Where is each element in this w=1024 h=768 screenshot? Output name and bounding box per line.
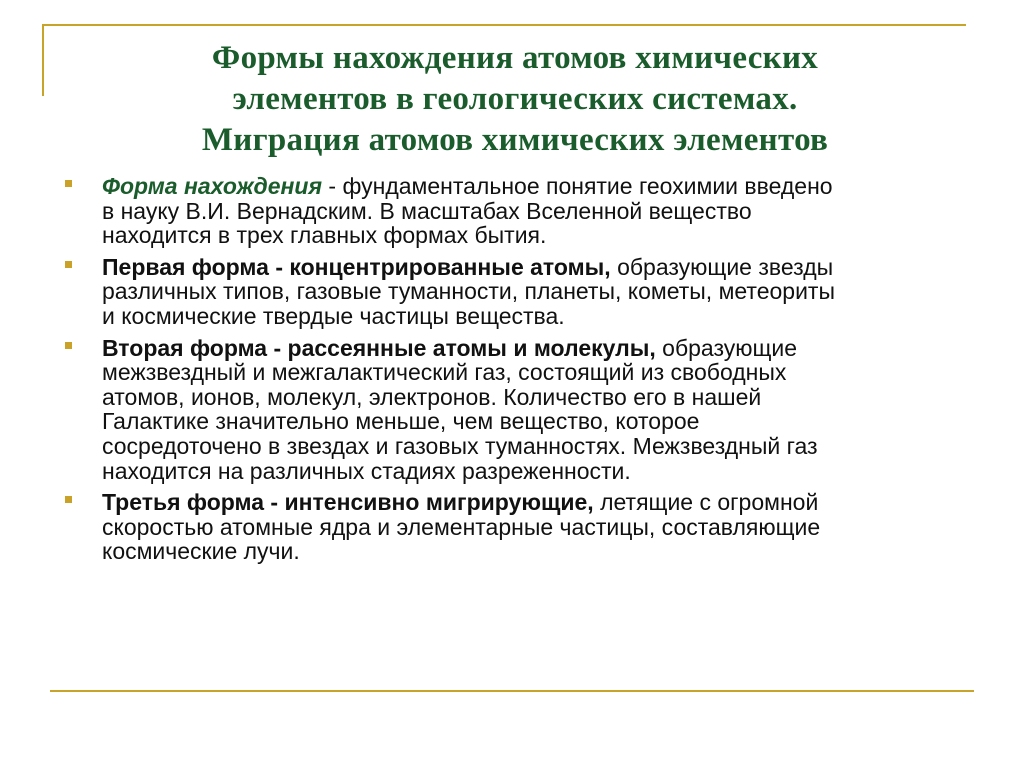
bullet-line: космические лучи. (102, 538, 300, 565)
bullet-line: различных типов, газовые туманности, планеты, кометы, метеориты (102, 278, 835, 305)
bullet-line: атомов, ионов, молекул, электронов. Количество его в нашей (102, 383, 762, 410)
bullet-line: и космические твердые частицы вещества. (102, 302, 565, 329)
title-line: Формы нахождения атомов химических (211, 40, 819, 76)
bottom-accent-rule (50, 690, 974, 692)
top-accent-rule (42, 24, 966, 26)
bullet-text: - фундаментальное понятие геохимии введено (322, 173, 833, 199)
bullet-line: находится в трех главных формах бытия. (102, 222, 547, 249)
left-accent-rule (42, 24, 44, 96)
bullet-item (62, 490, 972, 564)
bullet-line: Галактике значительно меньше, чем вещество, которое (102, 408, 700, 435)
bullet-lead-term: Форма нахождения (102, 173, 323, 199)
bullet-line: в науку В.И. Вернадским. В масштабах Вселенной вещество (102, 197, 752, 224)
square-bullet-icon (65, 261, 72, 268)
bullet-list (62, 174, 972, 571)
bullet-first-line (102, 336, 972, 361)
bullet-item (62, 336, 972, 484)
title-line: элементов в геологических системах. (232, 81, 798, 117)
square-bullet-icon (65, 180, 72, 187)
bullet-text: летящие с огромной (593, 489, 819, 516)
bullet-item (62, 255, 972, 329)
bullet-first-line (102, 255, 972, 280)
bullet-line: сосредоточено в звездах и газовых туманностях. Межзвездный газ (102, 432, 818, 459)
bullet-item (62, 174, 972, 248)
bullet-first-line (102, 490, 972, 515)
bullet-text: образующие (655, 334, 798, 361)
bullet-text: образующие звезды (610, 253, 834, 280)
bullet-line: находится на различных стадиях разреженности. (102, 457, 631, 484)
bullet-lead-term: Вторая форма - рассеянные атомы и молекулы, (102, 334, 656, 361)
slide-title (60, 38, 970, 161)
square-bullet-icon (65, 342, 72, 349)
title-line: Миграция атомов химических элементов (201, 122, 829, 158)
bullet-line: скоростью атомные ядра и элементарные частицы, составляющие (102, 513, 821, 540)
bullet-line: межзвездный и межгалактический газ, состоящий из свободных (102, 359, 787, 386)
bullet-lead-term: Третья форма - интенсивно мигрирующие, (102, 489, 594, 516)
bullet-first-line (102, 174, 972, 199)
bullet-lead-term: Первая форма - концентрированные атомы, (102, 253, 611, 280)
square-bullet-icon (65, 496, 72, 503)
